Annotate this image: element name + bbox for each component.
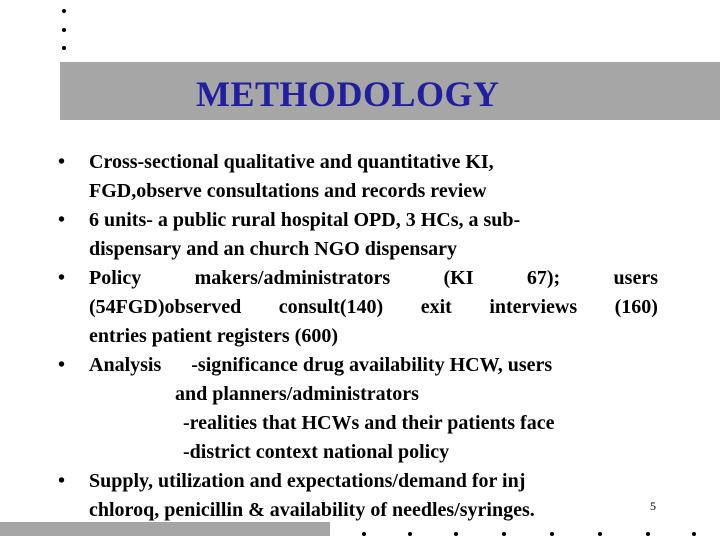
decorative-dot xyxy=(362,532,366,536)
decorative-dot xyxy=(62,28,66,32)
bullet-icon: • xyxy=(58,470,66,492)
bottom-band xyxy=(0,522,330,536)
decorative-dot xyxy=(598,532,602,536)
bullet-text xyxy=(89,293,658,322)
bullet-text xyxy=(89,264,658,293)
bullet-list xyxy=(58,148,658,525)
bullet-text: and planners/administrators xyxy=(175,383,419,405)
bullet-item xyxy=(58,206,658,264)
bullet-text: Cross-sectional qualitative and quantitative KI, xyxy=(89,151,494,173)
word: consult(140) xyxy=(278,296,384,318)
decorative-dot xyxy=(62,46,66,50)
analysis-label: Analysis xyxy=(89,354,162,376)
word: Policy xyxy=(89,267,142,289)
slide-title: METHODOLOGY xyxy=(196,74,500,114)
slide-number: 5 xyxy=(650,499,656,513)
bullet-icon: • xyxy=(58,354,66,376)
word: (160) xyxy=(614,296,658,318)
word: makers/administrators xyxy=(194,267,391,289)
decorative-dot xyxy=(646,532,650,536)
bullet-text xyxy=(89,351,658,380)
bullet-icon: • xyxy=(58,267,66,289)
bullet-item xyxy=(58,467,658,525)
decorative-dot xyxy=(454,532,458,536)
decorative-dot xyxy=(692,532,696,536)
bullet-text: dispensary and an church NGO dispensary xyxy=(89,238,458,260)
bullet-item xyxy=(58,351,658,467)
word: (54FGD)observed xyxy=(89,296,242,318)
word: exit xyxy=(420,296,452,318)
bullet-item xyxy=(58,264,658,351)
bullet-icon: • xyxy=(58,151,66,173)
word: users xyxy=(613,267,658,289)
word: 67); xyxy=(526,267,561,289)
bullet-text: entries patient registers (600) xyxy=(89,325,339,347)
bullet-text: FGD,observe consultations and records review xyxy=(89,180,487,202)
bullet-text: 6 units- a public rural hospital OPD, 3 HCs, a sub- xyxy=(89,209,521,231)
bullet-item xyxy=(58,148,658,206)
bullet-icon: • xyxy=(58,209,66,231)
decorative-dot xyxy=(62,9,66,13)
decorative-dot xyxy=(550,532,554,536)
bullet-text: -district context national policy xyxy=(183,441,450,463)
word: (KI xyxy=(443,267,474,289)
decorative-dot xyxy=(502,532,506,536)
bullet-text: Supply, utilization and expectations/demand for inj xyxy=(89,470,526,492)
decorative-dot xyxy=(408,532,412,536)
bullet-text: -realities that HCWs and their patients face xyxy=(183,412,555,434)
bullet-text: chloroq, penicillin & availability of needles/syringes. xyxy=(89,499,535,521)
word: interviews xyxy=(489,296,578,318)
analysis-point: -significance drug availability HCW, users xyxy=(191,354,553,376)
